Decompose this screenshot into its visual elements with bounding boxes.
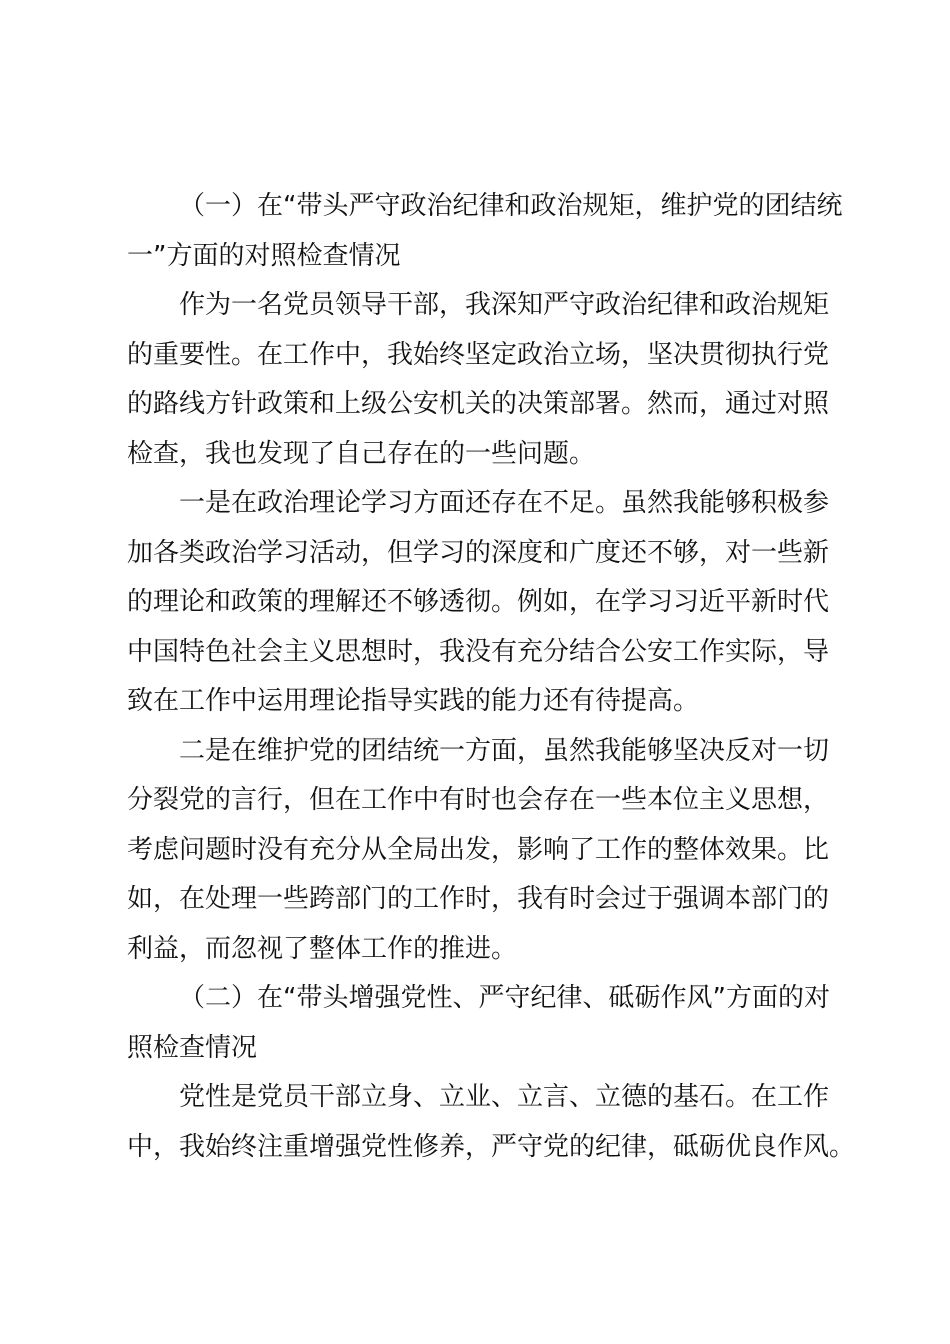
text-line: 党性是党员干部立身、立业、立言、立德的基石。在工作 (179, 1082, 830, 1112)
section-heading-2 (127, 974, 834, 1073)
text-line: 的路线方针政策和上级公安机关的决策部署。然而，通过对照 (127, 389, 830, 419)
text-line: 的重要性。在工作中，我始终坚定政治立场，坚决贯彻执行党 (127, 339, 830, 370)
text-line: 加各类政治学习活动，但学习的深度和广度还不够，对一些新 (127, 537, 830, 568)
text-line: 作为一名党员领导干部，我深知严守政治纪律和政治规矩 (179, 290, 830, 320)
text-line: 如，在处理一些跨部门的工作时，我有时会过于强调本部门的 (127, 884, 830, 914)
paragraph-3 (127, 727, 834, 975)
text-line: 中，我始终注重增强党性修养，严守党的纪律，砥砺优良作风。 (127, 1131, 856, 1162)
text-line: 利益，而忽视了整体工作的推进。 (127, 933, 518, 964)
paragraph-2 (127, 479, 834, 727)
paragraph-4 (127, 1073, 856, 1172)
text-line: 考虑问题时没有充分从全局出发，影响了工作的整体效果。比 (127, 834, 830, 865)
text-line: 二是在维护党的团结统一方面，虽然我能够坚决反对一切 (179, 735, 830, 766)
text-line: 照检查情况 (127, 1032, 258, 1063)
text-line: 中国特色社会主义思想时，我没有充分结合公安工作实际，导 (127, 636, 830, 667)
text-line: （一）在“带头严守政治纪律和政治规矩，维护党的团结统 (179, 191, 843, 221)
document-body (127, 182, 856, 1172)
text-line: 分裂党的言行，但在工作中有时也会存在一些本位主义思想， (127, 785, 830, 815)
text-line: 检查，我也发现了自己存在的一些问题。 (127, 438, 596, 469)
text-line: 一是在政治理论学习方面还存在不足。虽然我能够积极参 (179, 488, 830, 518)
paragraph-1 (127, 281, 834, 479)
text-line: 的理论和政策的理解还不够透彻。例如，在学习习近平新时代 (127, 587, 830, 617)
text-line: （二）在“带头增强党性、严守纪律、砥砺作风”方面的对 (179, 983, 830, 1013)
text-line: 一”方面的对照检查情况 (127, 240, 401, 271)
section-heading-1 (127, 182, 843, 281)
text-line: 致在工作中运用理论指导实践的能力还有待提高。 (127, 686, 700, 716)
